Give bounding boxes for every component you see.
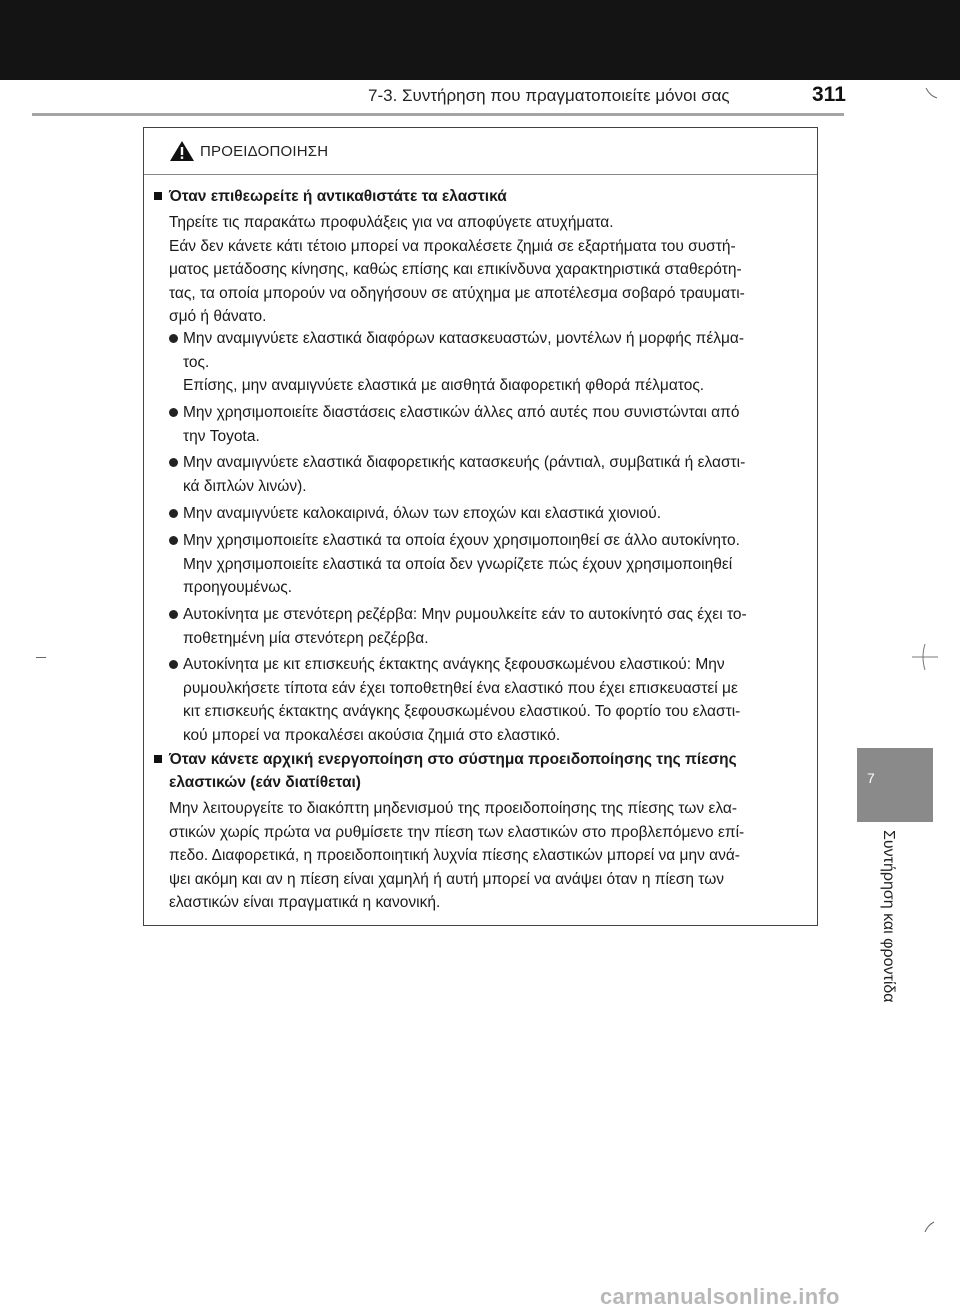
round-bullet-icon [169,458,178,467]
text-line: Μην χρησιμοποιείτε ελαστικά τα οποία δεν γνωρίζετε πώς έχουν χρησιμοποιηθεί [183,555,733,573]
text-line: ρυμουλκήσετε τίποτα εάν έχει τοποθετηθεί ένα ελαστικό που έχει επισκευαστεί με [183,679,738,697]
text-line: Μην χρησιμοποιείτε διαστάσεις ελαστικών άλλες από αυτές που συνιστώνται από [183,404,740,421]
warning-triangle-icon [169,140,195,162]
crop-dash [36,657,46,658]
text-line: Μην αναμιγνύετε καλοκαιρινά, όλων των εποχών και ελαστικά χιονιού. [183,505,662,522]
page-number: 311 [812,83,846,106]
text-line: την Toyota. [183,427,260,445]
round-bullet-icon [169,334,178,343]
section-heading-text: Όταν κάνετε αρχική ενεργοποίηση στο σύστημα προειδοποίησης της πίεσης [169,751,737,768]
text-line: ελαστικών είναι πραγματικά η κανονική. [169,894,441,911]
text-line: κά διπλών λινών). [183,477,307,495]
list-item [169,327,799,398]
section-heading [154,185,814,209]
text-line: Αυτοκίνητα με κιτ επισκευής έκτακτης ανάγκης ξεφουσκωμένου ελαστικού: Μην [183,656,725,673]
text-line: σμό ή θάνατο. [169,308,267,325]
section-heading-continued: ελαστικών (εάν διατίθεται) [169,774,361,791]
section2-paragraph [169,797,799,915]
section-heading-text: Όταν επιθεωρείτε ή αντικαθιστάτε τα ελαστικά [169,188,507,205]
text-line: ματος μετάδοσης κίνησης, καθώς επίσης και επικίνδυνα χαρακτηριστικά σταθερότη- [169,261,742,278]
text-line: τος. [183,353,210,371]
text-line: τας, τα οποία μπορούν να οδηγήσουν σε ατύχημα με αποτέλεσμα σοβαρό τραυματι- [169,284,745,302]
list-item [169,451,799,498]
text-line: Επίσης, μην αναμιγνύετε ελαστικά με αισθητά διαφορετική φθορά πέλματος. [183,377,705,394]
list-item [169,529,799,600]
round-bullet-icon [169,660,178,669]
list-item [169,502,799,526]
watermark: carmanualsonline.info [600,1284,840,1309]
text-line: κού μπορεί να προκαλέσει ακούσια ζημιά στο ελαστικό. [183,726,561,744]
header-rule [32,113,844,116]
top-black-bar [0,0,960,80]
chapter-title-text: Συντήρηση και φροντίδα [880,830,897,1003]
list-item [169,603,799,650]
text-line: προηγουμένως. [183,579,293,596]
text-line: Μην χρησιμοποιείτε ελαστικά τα οποία έχουν χρησιμοποιηθεί σε άλλο αυτοκίνητο. [183,532,740,549]
text-line: Μην λειτουργείτε το διακόπτη μηδενισμού της προειδοποίησης της πίεσης των ελα- [169,800,737,817]
text-line: πεδο. Διαφορετικά, η προειδοποιητική λυχνία πίεσης ελαστικών μπορεί να μην ανά- [169,847,740,864]
text-line: ποθετημένη μία στενότερη ρεζέρβα. [183,629,429,647]
text-line: Μην αναμιγνύετε ελαστικά διαφόρων κατασκευαστών, μοντέλων ή μορφής πέλμα- [183,330,745,347]
section-heading [154,748,814,772]
square-bullet-icon [154,192,162,200]
text-line: Τηρείτε τις παρακάτω προφυλάξεις για να αποφύγετε ατυχήματα. [169,214,614,231]
warning-header [144,128,817,175]
text-line: κιτ επισκευής έκτακτης ανάγκης ξεφουσκωμένου ελαστικού. Το φορτίο του ελαστι- [183,703,741,720]
warning-title: ΠΡΟΕΙΔΟΠΟΙΗΣΗ [200,143,329,160]
text-line: ψει ακόμη και αν η πίεση είναι χαμηλή ή αυτή μπορεί να ανάψει όταν η πίεση των [169,870,725,888]
crop-mark-icon [924,86,938,100]
text-line: Αυτοκίνητα με στενότερη ρεζέρβα: Μην ρυμουλκείτε εάν το αυτοκίνητό σας έχει το- [183,606,747,623]
warning-box [143,127,818,926]
round-bullet-icon [169,610,178,619]
text-line: στικών χωρίς πρώτα να ρυθμίσετε την πίεση των ελαστικών στο προβλεπόμενο επί- [169,823,745,841]
square-bullet-icon [154,755,162,763]
list-item [169,653,799,747]
list-item [169,401,799,448]
registration-mark-icon [912,644,938,670]
running-header-title: 7-3. Συντήρηση που πραγματοποιείτε μόνοι σας [368,86,730,105]
chapter-number: 7 [867,770,875,786]
round-bullet-icon [169,536,178,545]
text-line: Εάν δεν κάνετε κάτι τέτοιο μπορεί να προκαλέσετε ζημιά σε εξαρτήματα του συστή- [169,237,736,255]
chapter-title-vertical [875,830,899,1030]
chapter-tab [857,748,933,822]
crop-mark-icon [922,1220,936,1234]
round-bullet-icon [169,509,178,518]
round-bullet-icon [169,408,178,417]
text-line: Μην αναμιγνύετε ελαστικά διαφορετικής κατασκευής (ράντιαλ, συμβατικά ή ελαστι- [183,454,746,471]
intro-paragraph [169,211,799,329]
